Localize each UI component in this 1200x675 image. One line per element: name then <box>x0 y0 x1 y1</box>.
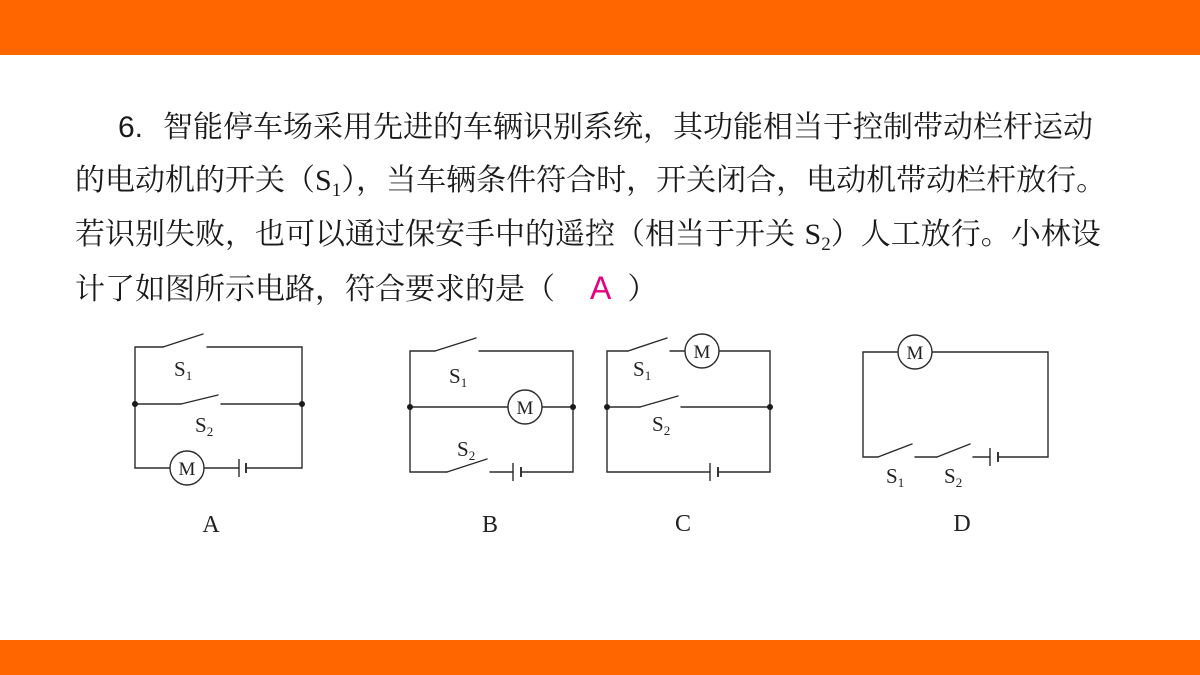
switch-subscript: 1 <box>460 375 468 390</box>
switch-symbol: S <box>457 437 469 461</box>
switch-subscript: 1 <box>897 475 905 490</box>
figure-caption: B <box>481 512 499 538</box>
switch-symbol: S <box>944 464 956 488</box>
switch-subscript: 1 <box>185 368 193 383</box>
question-number: 6. <box>118 111 144 144</box>
switch-s1-blade <box>628 338 667 351</box>
switch-symbol: S <box>652 412 664 436</box>
question-text: 的电动机的开关（ <box>75 163 315 198</box>
switch-s2-blade <box>181 395 218 404</box>
switch-subscript: 2 <box>468 448 476 463</box>
switch-subscript: 2 <box>955 475 963 490</box>
switch-subscript: 1 <box>644 368 652 383</box>
question-text: 若识别失败，也可以通过保安手中的遥控（相当于开关 <box>75 217 805 252</box>
figure-caption: A <box>202 512 220 538</box>
switch-s1-label <box>886 464 904 490</box>
switch-s1-label <box>449 364 467 390</box>
question-text: 计了如图所示电路，符合要求的是（ <box>75 272 555 307</box>
junction-dot <box>767 404 773 410</box>
answer-choice: A <box>590 270 612 306</box>
wire <box>207 347 302 468</box>
switch-symbol: S <box>315 164 332 197</box>
junction-dot <box>604 404 610 410</box>
motor-label: M <box>906 343 924 364</box>
question-text: ），当车辆条件符合时，开关闭合，电动机带动栏杆放行。 <box>341 163 1107 198</box>
switch-s2-label <box>195 413 213 439</box>
circuit-d <box>863 335 1048 537</box>
circuit-c <box>604 334 773 537</box>
question-text: ） <box>627 272 658 307</box>
junction-dot <box>570 404 576 410</box>
wire <box>718 351 770 472</box>
wire <box>863 352 898 457</box>
switch-subscript: 2 <box>821 234 831 255</box>
switch-s2-label <box>944 464 962 490</box>
switch-subscript: 1 <box>331 180 342 201</box>
figure-caption: D <box>953 511 971 537</box>
switch-s2-label <box>457 437 475 463</box>
motor-label: M <box>516 398 534 419</box>
bottom-banner <box>0 640 1200 675</box>
question-text: ）人工放行。小林设 <box>830 217 1101 252</box>
motor-label: M <box>178 459 196 480</box>
switch-s1-blade <box>435 338 476 351</box>
junction-dot <box>407 404 413 410</box>
switch-subscript: 2 <box>206 424 214 439</box>
switch-symbol: S <box>174 357 186 381</box>
switch-s2-blade <box>937 444 970 457</box>
switch-symbol: S <box>449 364 461 388</box>
switch-s1-blade <box>163 334 203 347</box>
motor-label: M <box>693 342 711 363</box>
switch-symbol: S <box>195 413 207 437</box>
junction-dot <box>132 401 138 407</box>
question-text: 智能停车场采用先进的车辆识别系统，其功能相当于控制带动栏杆运动 <box>163 110 1093 145</box>
switch-s1-label <box>174 357 192 383</box>
switch-s1-blade <box>878 444 912 457</box>
wire <box>135 347 170 468</box>
switch-subscript: 2 <box>663 423 671 438</box>
switch-symbol: S <box>886 464 898 488</box>
figure-caption: C <box>674 511 692 537</box>
circuit-b <box>407 338 576 538</box>
switch-s2-label <box>652 412 670 438</box>
circuit-a <box>132 334 305 538</box>
switch-s2-blade <box>640 396 678 407</box>
switch-s1-label <box>633 357 651 383</box>
wire <box>932 352 1048 457</box>
wire <box>410 351 447 472</box>
junction-dot <box>299 401 305 407</box>
switch-symbol: S <box>633 357 645 381</box>
switch-symbol: S <box>804 218 822 251</box>
